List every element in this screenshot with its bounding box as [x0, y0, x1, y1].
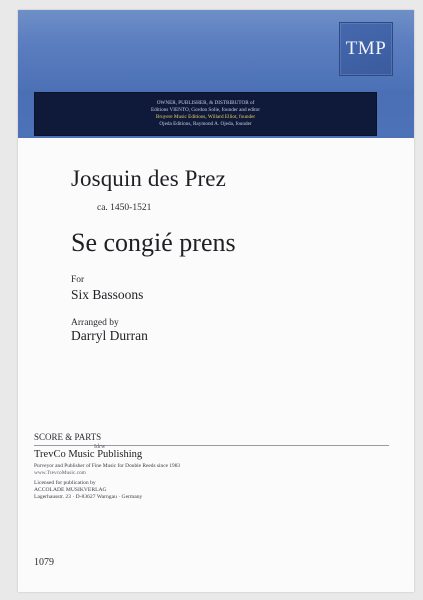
instrumentation-label: For [71, 275, 85, 285]
publisher-annotation: Idrw [94, 444, 106, 450]
license-line: Licensed for publication by [34, 480, 96, 486]
arranger-label: Arranged by [71, 318, 119, 328]
logo-text: TMP [345, 38, 387, 59]
licensor-address: Lagerhausstr. 23 · D-83627 Warngau · Germany [34, 494, 143, 500]
licensor-name: ACCOLADE MUSIKVERLAG [34, 487, 107, 493]
info-line-bruyere: Bruyere Music Editions, Willard Elliot, founder [155, 114, 256, 120]
publisher-tagline: Purveyor and Publisher of Fine Music for Double Reeds since 1983 [34, 463, 181, 469]
footer-divider [34, 445, 389, 446]
publisher-info-box [34, 92, 377, 136]
info-line-owner: OWNER, PUBLISHER, & DISTRIBUTOR of [156, 100, 255, 106]
arranger-name: Darryl Durran [71, 328, 148, 343]
publisher-name: TrevCo Music Publishing [34, 449, 143, 460]
publisher-website: www.TrevcoMusic.com [34, 470, 86, 476]
info-line-ojeda: Ojeda Editions, Raymond A. Ojeda, founder [159, 121, 252, 127]
piece-title: Se congié prens [71, 228, 236, 257]
tmp-logo [339, 22, 393, 76]
instrumentation: Six Bassoons [71, 287, 144, 302]
composer-dates: ca. 1450-1521 [97, 203, 152, 213]
info-line-viento: Editions VIENTO, Gordon Solie, founder and editor [150, 107, 261, 113]
composer-name: Josquin des Prez [71, 166, 226, 191]
edition-type: SCORE & PARTS [34, 432, 102, 442]
catalog-number: 1079 [34, 557, 54, 568]
